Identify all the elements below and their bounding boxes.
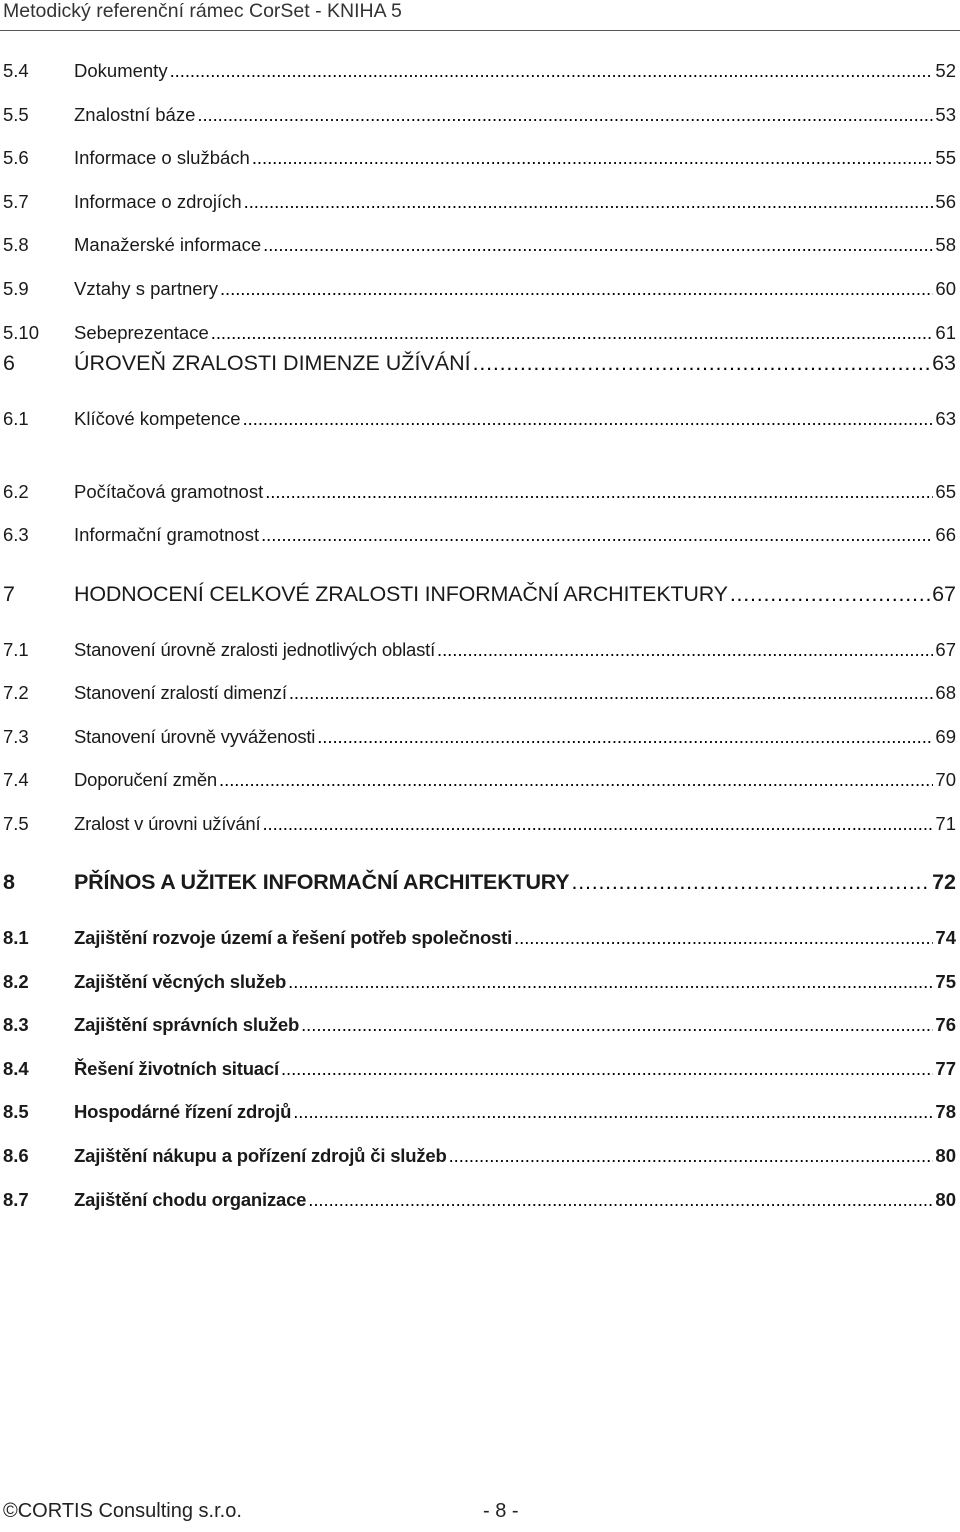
toc-entry-page: 68 — [935, 682, 956, 703]
toc-entry-title: Informace o službách — [74, 147, 250, 168]
toc-entry-page: 75 — [935, 971, 956, 992]
toc-entry-number: 7.1 — [3, 639, 29, 660]
toc-dot-leader — [262, 813, 933, 835]
toc-entry-5-10[interactable] — [3, 322, 956, 344]
toc-entry-title: Stanovení úrovně zralosti jednotlivých oblastí — [74, 639, 436, 660]
toc-entry-8-4[interactable] — [3, 1058, 956, 1080]
toc-entry-number: 5.6 — [3, 147, 29, 168]
toc-entry-page: 78 — [935, 1101, 956, 1122]
toc-dot-leader — [288, 971, 933, 993]
toc-dot-leader — [571, 870, 930, 895]
header-divider — [0, 30, 960, 31]
toc-entry-title: Zajištění chodu organizace — [74, 1189, 307, 1210]
toc-dot-leader — [449, 1145, 934, 1167]
toc-dot-leader — [244, 191, 934, 213]
toc-entry-number: 8.6 — [3, 1145, 29, 1166]
toc-entry-8-1[interactable] — [3, 927, 956, 949]
toc-entry-title: Znalostní báze — [74, 104, 196, 125]
toc-dot-leader — [473, 351, 930, 376]
toc-dot-leader — [293, 1101, 933, 1123]
toc-entry-6-1[interactable] — [3, 408, 956, 430]
toc-entry-8-6[interactable] — [3, 1145, 956, 1167]
toc-entry-number: 5.8 — [3, 234, 29, 255]
toc-entry-page: 61 — [935, 322, 956, 343]
toc-entry-8-2[interactable] — [3, 971, 956, 993]
toc-entry-page: 67 — [935, 639, 956, 660]
toc-entry-number: 8.5 — [3, 1101, 29, 1122]
toc-entry-number: 6.2 — [3, 481, 29, 502]
toc-dot-leader — [514, 927, 933, 949]
toc-entry-title: HODNOCENÍ CELKOVÉ ZRALOSTI INFORMAČNÍ ARCHITEKTURY — [74, 582, 728, 606]
toc-entry-title: Manažerské informace — [74, 234, 262, 255]
toc-entry-number: 5.10 — [3, 322, 40, 343]
toc-entry-7-2[interactable] — [3, 682, 956, 704]
toc-entry-number: 8.3 — [3, 1014, 29, 1035]
toc-entry-page: 63 — [935, 408, 956, 429]
toc-entry-page: 67 — [932, 582, 956, 606]
toc-entry-number: 8.4 — [3, 1058, 29, 1079]
toc-entry-title: Zralost v úrovni užívání — [74, 813, 261, 834]
toc-entry-page: 80 — [935, 1189, 956, 1210]
toc-entry-page: 65 — [935, 481, 956, 502]
toc-entry-page: 71 — [935, 813, 956, 834]
toc-entry-page: 60 — [935, 278, 956, 299]
toc-entry-page: 72 — [932, 870, 956, 894]
toc-dot-leader — [252, 147, 934, 169]
toc-entry-page: 76 — [935, 1014, 956, 1035]
toc-entry-6[interactable] — [3, 351, 956, 376]
toc-entry-title: PŘÍNOS A UŽITEK INFORMAČNÍ ARCHITEKTURY — [74, 870, 570, 894]
toc-entry-5-9[interactable] — [3, 278, 956, 300]
toc-entry-title: Hospodárné řízení zdrojů — [74, 1101, 292, 1122]
toc-entry-8-7[interactable] — [3, 1189, 956, 1211]
toc-entry-number: 7 — [3, 582, 15, 606]
toc-entry-title: Zajištění rozvoje území a řešení potřeb společnosti — [74, 927, 513, 948]
toc-entry-number: 6 — [3, 351, 15, 375]
page-header-title: Metodický referenční rámec CorSet - KNIHA 5 — [3, 0, 402, 22]
toc-entry-number: 7.4 — [3, 769, 29, 790]
toc-dot-leader — [219, 769, 933, 791]
toc-dot-leader — [308, 1189, 933, 1211]
toc-entry-title: Doporučení změn — [74, 769, 218, 790]
toc-entry-title: Řešení životních situací — [74, 1058, 279, 1079]
toc-entry-5-7[interactable] — [3, 191, 956, 213]
toc-entry-title: ÚROVEŇ ZRALOSTI DIMENZE UŽÍVÁNÍ — [74, 351, 471, 375]
toc-entry-page: 80 — [935, 1145, 956, 1166]
toc-entry-number: 6.3 — [3, 524, 29, 545]
toc-entry-title: Zajištění nákupu a pořízení zdrojů či služeb — [74, 1145, 447, 1166]
toc-entry-page: 69 — [935, 726, 956, 747]
toc-entry-page: 55 — [935, 147, 956, 168]
toc-entry-page: 52 — [935, 60, 956, 81]
toc-entry-number: 7.5 — [3, 813, 29, 834]
toc-entry-number: 8 — [3, 870, 15, 894]
toc-dot-leader — [170, 60, 934, 82]
toc-entry-7-4[interactable] — [3, 769, 956, 791]
toc-entry-7-1[interactable] — [3, 639, 956, 661]
toc-entry-title: Sebeprezentace — [74, 322, 209, 343]
toc-dot-leader — [281, 1058, 933, 1080]
toc-dot-leader — [301, 1014, 933, 1036]
toc-entry-5-4[interactable] — [3, 60, 956, 82]
toc-entry-title: Počítačová gramotnost — [74, 481, 264, 502]
toc-entry-7-5[interactable] — [3, 813, 956, 835]
toc-entry-number: 8.2 — [3, 971, 29, 992]
toc-dot-leader — [197, 104, 933, 126]
toc-entry-6-3[interactable] — [3, 524, 956, 546]
toc-entry-8-3[interactable] — [3, 1014, 956, 1036]
toc-entry-8[interactable] — [3, 870, 956, 895]
toc-entry-number: 5.5 — [3, 104, 29, 125]
toc-entry-title: Dokumenty — [74, 60, 168, 81]
toc-entry-7-3[interactable] — [3, 726, 956, 748]
footer-page-number: - 8 - — [483, 1500, 519, 1522]
toc-dot-leader — [437, 639, 933, 661]
toc-entry-8-5[interactable] — [3, 1101, 956, 1123]
toc-dot-leader — [220, 278, 933, 300]
toc-entry-page: 63 — [932, 351, 956, 375]
toc-dot-leader — [265, 481, 933, 503]
toc-entry-number: 8.1 — [3, 927, 29, 948]
toc-entry-5-5[interactable] — [3, 104, 956, 126]
toc-entry-number: 5.9 — [3, 278, 29, 299]
toc-entry-title: Zajištění věcných služeb — [74, 971, 287, 992]
toc-entry-number: 5.7 — [3, 191, 29, 212]
toc-entry-title: Informace o zdrojích — [74, 191, 242, 212]
toc-entry-title: Klíčové kompetence — [74, 408, 241, 429]
toc-entry-title: Stanovení zralostí dimenzí — [74, 682, 287, 703]
toc-entry-page: 58 — [935, 234, 956, 255]
toc-entry-number: 8.7 — [3, 1189, 29, 1210]
toc-entry-7[interactable] — [3, 582, 956, 607]
footer-copyright: ©CORTIS Consulting s.r.o. — [3, 1500, 242, 1522]
toc-entry-title: Informační gramotnost — [74, 524, 260, 545]
toc-entry-number: 7.3 — [3, 726, 29, 747]
toc-entry-number: 5.4 — [3, 60, 29, 81]
toc-dot-leader — [243, 408, 934, 430]
toc-entry-page: 77 — [935, 1058, 956, 1079]
toc-dot-leader — [289, 682, 934, 704]
toc-entry-number: 7.2 — [3, 682, 29, 703]
toc-dot-leader — [261, 524, 933, 546]
toc-entry-title: Stanovení úrovně vyváženosti — [74, 726, 316, 747]
toc-dot-leader — [317, 726, 933, 748]
toc-entry-6-2[interactable] — [3, 481, 956, 503]
toc-entry-title: Zajištění správních služeb — [74, 1014, 300, 1035]
page-footer — [3, 1500, 519, 1523]
toc-entry-number: 6.1 — [3, 408, 29, 429]
toc-entry-page: 74 — [935, 927, 956, 948]
toc-entry-page: 70 — [935, 769, 956, 790]
toc-entry-title: Vztahy s partnery — [74, 278, 218, 299]
toc-entry-5-8[interactable] — [3, 234, 956, 256]
toc-dot-leader — [263, 234, 933, 256]
toc-entry-page: 66 — [935, 524, 956, 545]
toc-entry-page: 56 — [935, 191, 956, 212]
toc-dot-leader — [730, 582, 930, 607]
toc-entry-5-6[interactable] — [3, 147, 956, 169]
toc-entry-page: 53 — [935, 104, 956, 125]
toc-dot-leader — [211, 322, 934, 344]
